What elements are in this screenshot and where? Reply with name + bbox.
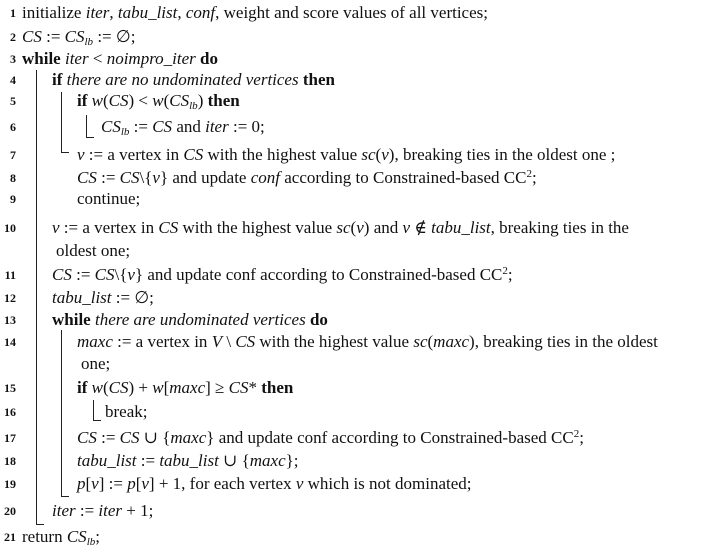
- line-number: 20: [4, 504, 16, 518]
- line-number: 9: [10, 192, 16, 206]
- algo-line-2: CS := $CS_{lb}$ := ∅;: [22, 27, 136, 48]
- algo-line-5: if $w(CS) < w(CS_{lb})$ then: [77, 91, 240, 112]
- algo-line-18: tabu_list := tabu_list ∪ {maxc};: [77, 451, 299, 470]
- line-number: 8: [10, 171, 16, 185]
- line-number: 19: [4, 477, 16, 491]
- algo-line-1: initialize iter, tabu_list, conf, weight and score values of all vertices;: [22, 3, 488, 22]
- algo-line-8: CS := CS\{v} and update conf according to Constrained-based $CC^2$;: [77, 168, 537, 187]
- line-number: 15: [4, 381, 16, 395]
- algo-line-15: if w(CS) + w[maxc] ≥ CS* then: [77, 378, 294, 397]
- algo-line-14-cont: one;: [81, 354, 111, 373]
- line-number: 13: [4, 313, 16, 327]
- line-number: 17: [4, 431, 16, 445]
- algo-line-17: CS := CS ∪ {maxc} and update conf according to Constrained-based $CC^2$;: [77, 428, 584, 447]
- algo-line-13: while there are undominated vertices do: [52, 310, 328, 329]
- algo-line-12: tabu_list := ∅;: [52, 288, 154, 307]
- algo-line-10-cont: oldest one;: [56, 241, 131, 260]
- inner-if-block-bar: [86, 115, 94, 138]
- line-number: 7: [10, 148, 16, 162]
- algo-line-3: while iter < noimpro_iter do: [22, 49, 218, 68]
- line-number: 10: [4, 221, 16, 235]
- algo-line-6: $CS_{lb}$ := CS and iter := 0;: [101, 117, 265, 138]
- inner-while-block-bar: [61, 330, 69, 497]
- algo-line-20: iter := iter + 1;: [52, 501, 154, 520]
- algo-line-21: return $CS_{lb}$;: [22, 527, 100, 548]
- algo-line-11: CS := CS\{v} and update conf according to Constrained-based $CC^2$;: [52, 265, 513, 284]
- if-block-bar: [61, 92, 69, 153]
- line-number: 14: [4, 335, 16, 349]
- line-number: 1: [10, 6, 16, 20]
- line-number: 18: [4, 454, 16, 468]
- algo-line-10: v := a vertex in CS with the highest value sc(v) and v ∉ tabu_list, breaking ties in the: [52, 218, 629, 237]
- line-number: 3: [10, 52, 16, 66]
- line-number: 4: [10, 73, 16, 87]
- line-number: 11: [4, 268, 16, 282]
- line-number: 21: [4, 530, 16, 544]
- while-block-bar: [36, 70, 44, 525]
- line-number: 6: [10, 120, 16, 134]
- break-if-block-bar: [93, 400, 101, 421]
- algo-line-16: break;: [105, 402, 148, 421]
- algo-line-14: maxc := a vertex in V \ CS with the highest value sc(maxc), breaking ties in the oldest: [77, 332, 658, 351]
- line-number: 16: [4, 405, 16, 419]
- algo-line-4: if there are no undominated vertices then: [52, 70, 335, 89]
- line-number: 2: [10, 30, 16, 44]
- algo-line-9: continue;: [77, 189, 141, 208]
- algo-line-19: p[v] := p[v] + 1, for each vertex v which is not dominated;: [77, 474, 472, 493]
- line-number: 12: [4, 291, 16, 305]
- algo-line-7: v := a vertex in CS with the highest value sc(v), breaking ties in the oldest one ;: [77, 145, 616, 164]
- line-number: 5: [10, 94, 16, 108]
